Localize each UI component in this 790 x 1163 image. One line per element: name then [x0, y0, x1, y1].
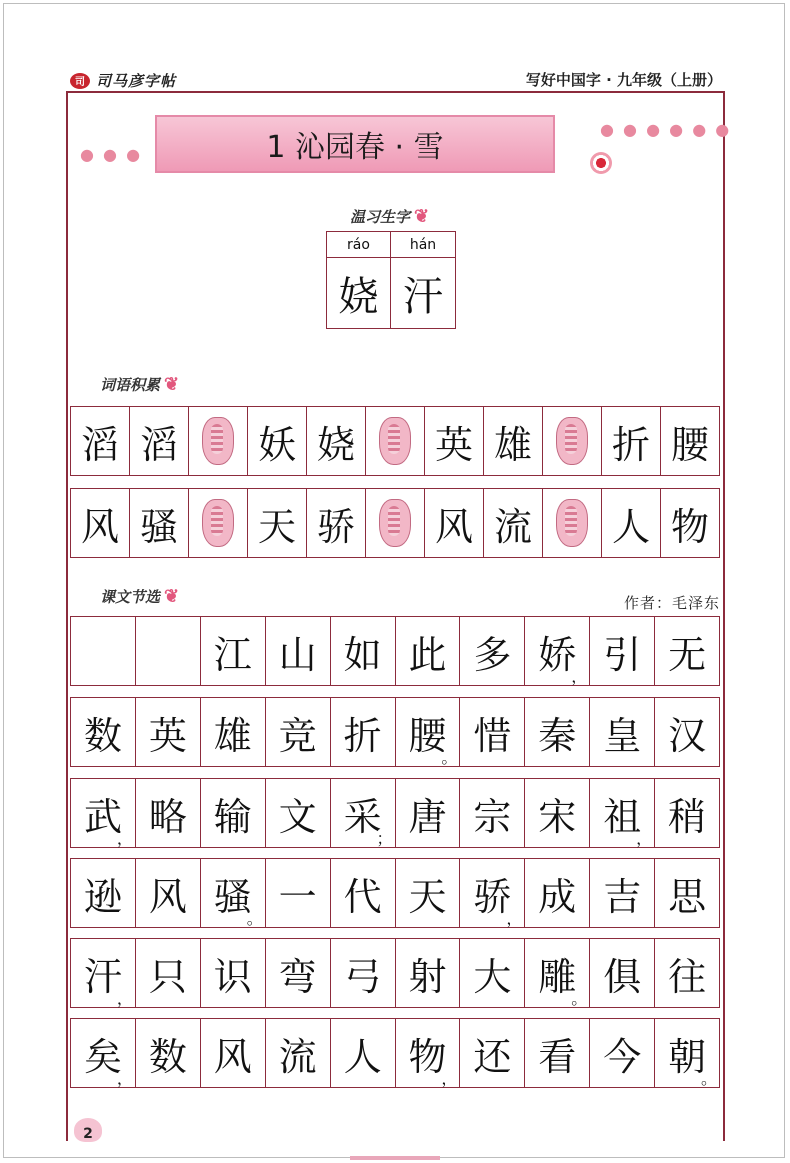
word-character: 骄 — [307, 489, 366, 557]
author: 作者：毛泽东 — [623, 594, 720, 612]
text-cell — [266, 779, 331, 847]
word-character: 折 — [602, 407, 661, 475]
word-character: 人 — [602, 489, 661, 557]
punctuation-mark: ， — [571, 667, 588, 686]
text-cell — [266, 859, 331, 927]
text-cell — [266, 698, 331, 766]
leaf-icon: ❦ — [164, 374, 180, 395]
text-character: 此 — [408, 632, 447, 677]
text-row — [70, 938, 720, 1008]
text-character: 多 — [473, 632, 512, 677]
review-character: 汗 — [403, 273, 443, 320]
review-pinyin: hán — [391, 232, 455, 258]
bottom-bar — [350, 1156, 440, 1160]
text-character: 骚 — [213, 874, 252, 919]
text-character: 成 — [538, 874, 577, 919]
text-cell — [590, 617, 655, 685]
text-character: 略 — [148, 794, 187, 839]
text-cell — [71, 939, 136, 1007]
text-character: 往 — [668, 954, 707, 999]
word-character: 妖 — [248, 407, 307, 475]
text-character: 只 — [148, 954, 187, 999]
text-cell — [525, 698, 590, 766]
text-cell — [396, 939, 461, 1007]
text-character: 汗 — [83, 954, 122, 999]
text-cell — [590, 1019, 655, 1087]
text-character: 数 — [148, 1034, 187, 1079]
text-cell — [525, 1019, 590, 1087]
text-cell — [71, 859, 136, 927]
punctuation-mark: 。 — [246, 909, 263, 928]
punctuation-mark: ； — [376, 829, 393, 848]
word-character: 风 — [425, 489, 484, 557]
text-cell — [525, 939, 590, 1007]
text-character: 弓 — [343, 954, 382, 999]
text-character: 汉 — [668, 713, 707, 758]
text-cell — [71, 779, 136, 847]
text-character: 雄 — [213, 713, 252, 758]
text-character: 输 — [213, 794, 252, 839]
text-cell — [331, 698, 396, 766]
text-cell — [331, 617, 396, 685]
text-cell — [201, 1019, 266, 1087]
text-cell — [460, 939, 525, 1007]
text-character: 俱 — [603, 954, 642, 999]
punctuation-mark: ， — [116, 989, 133, 1008]
text-cell — [655, 939, 719, 1007]
text-character: 英 — [148, 713, 187, 758]
text-cell — [525, 779, 590, 847]
corn-separator-icon — [543, 489, 602, 557]
text-character: 风 — [148, 874, 187, 919]
text-cell — [655, 779, 719, 847]
text-character: 惜 — [473, 713, 512, 758]
text-character: 弯 — [278, 954, 317, 999]
section-label-review: 温习生字 ❦ — [350, 206, 430, 227]
text-character: 天 — [408, 874, 447, 919]
word-character: 物 — [670, 504, 709, 549]
text-character: 雕 — [538, 954, 577, 999]
text-row — [70, 858, 720, 928]
lesson-title: 1 沁园春 · 雪 — [155, 115, 555, 173]
text-character: 引 — [603, 632, 642, 677]
corn-icon — [202, 417, 234, 465]
text-character: 如 — [343, 632, 382, 677]
text-character: 逊 — [83, 874, 122, 919]
text-cell — [460, 698, 525, 766]
text-cell — [590, 939, 655, 1007]
text-cell — [460, 859, 525, 927]
corn-separator-icon — [366, 407, 425, 475]
text-row — [70, 1018, 720, 1088]
text-cell — [331, 779, 396, 847]
text-cell — [396, 859, 461, 927]
text-cell — [136, 859, 201, 927]
text-cell — [590, 698, 655, 766]
text-character: 吉 — [603, 874, 642, 919]
brand-name: 司马彦字帖 — [96, 72, 177, 90]
text-character: 物 — [408, 1034, 447, 1079]
target-decoration-icon — [590, 152, 612, 174]
word-character: 英 — [425, 407, 484, 475]
text-character: 今 — [603, 1034, 642, 1079]
text-character: 朝 — [668, 1034, 707, 1079]
text-character: 宋 — [538, 794, 577, 839]
text-cell — [201, 617, 266, 685]
corn-icon — [379, 499, 411, 547]
review-character: 娆 — [327, 258, 391, 328]
text-character: 采 — [343, 794, 382, 839]
text-character: 武 — [83, 794, 122, 839]
text-cell — [590, 859, 655, 927]
text-character: 皇 — [603, 713, 642, 758]
text-character: 识 — [213, 954, 252, 999]
text-cell — [71, 617, 136, 685]
text-character: 矣 — [83, 1034, 122, 1079]
text-cell — [460, 779, 525, 847]
text-character: 江 — [213, 632, 252, 677]
word-character: 腰 — [670, 422, 709, 467]
text-cell — [655, 698, 719, 766]
text-character: 流 — [278, 1034, 317, 1079]
text-character: 腰 — [408, 713, 447, 758]
leaf-icon: ❦ — [414, 206, 430, 227]
punctuation-mark: ， — [506, 909, 523, 928]
text-cell — [396, 1019, 461, 1087]
corn-icon — [202, 499, 234, 547]
text-cell — [331, 859, 396, 927]
text-cell — [136, 779, 201, 847]
brand-logo-icon: 司 — [70, 73, 90, 89]
punctuation-mark: ， — [116, 1069, 133, 1088]
text-row — [70, 778, 720, 848]
word-character: 滔 — [71, 407, 130, 475]
text-row — [70, 697, 720, 767]
text-character: 看 — [538, 1034, 577, 1079]
word-character: 流 — [484, 489, 543, 557]
corn-icon — [379, 417, 411, 465]
text-cell — [396, 779, 461, 847]
text-cell — [71, 1019, 136, 1087]
word-character: 滔 — [130, 407, 189, 475]
word-character: 雄 — [484, 407, 543, 475]
text-cell — [71, 698, 136, 766]
text-cell — [460, 1019, 525, 1087]
text-character: 射 — [408, 954, 447, 999]
text-character: 人 — [343, 1034, 382, 1079]
review-table — [326, 231, 456, 329]
word-row — [70, 488, 720, 558]
text-character: 宗 — [473, 794, 512, 839]
text-cell — [396, 617, 461, 685]
text-character: 数 — [83, 713, 122, 758]
text-character: 祖 — [603, 794, 642, 839]
text-character: 思 — [668, 874, 707, 919]
text-character: 折 — [343, 713, 382, 758]
leaf-icon: ❦ — [164, 586, 180, 607]
text-cell — [590, 779, 655, 847]
punctuation-mark: 。 — [571, 989, 588, 1008]
review-pinyin: ráo — [327, 232, 391, 258]
text-cell — [201, 698, 266, 766]
word-character: 娆 — [307, 407, 366, 475]
text-cell — [266, 939, 331, 1007]
text-cell — [201, 939, 266, 1007]
text-cell — [655, 617, 719, 685]
brand — [70, 70, 176, 91]
text-character: 竞 — [278, 713, 317, 758]
corn-separator-icon — [543, 407, 602, 475]
chick-decoration-icon: ● ● ● ● ● ● — [600, 120, 732, 139]
punctuation-mark: ， — [441, 1069, 458, 1088]
text-cell — [655, 1019, 719, 1087]
punctuation-mark: ， — [636, 829, 653, 848]
section-label-words: 词语积累 ❦ — [100, 374, 180, 395]
corn-icon — [556, 499, 588, 547]
punctuation-mark: ， — [116, 829, 133, 848]
punctuation-mark: 。 — [441, 748, 458, 767]
chick-decoration-icon: ● ● ● — [80, 145, 143, 164]
text-cell — [266, 617, 331, 685]
text-cell — [396, 698, 461, 766]
text-cell — [525, 617, 590, 685]
text-character: 唐 — [408, 794, 447, 839]
text-character: 风 — [213, 1034, 252, 1079]
book-title: 写好中国字 · 九年级（上册） — [525, 71, 722, 89]
corn-icon — [556, 417, 588, 465]
text-cell — [136, 939, 201, 1007]
page-number: 2 — [74, 1118, 102, 1142]
text-character: 代 — [343, 874, 382, 919]
text-character: 秦 — [538, 713, 577, 758]
text-cell — [331, 1019, 396, 1087]
text-cell — [266, 1019, 331, 1087]
text-cell — [460, 617, 525, 685]
word-character: 天 — [248, 489, 307, 557]
word-character: 骚 — [130, 489, 189, 557]
word-row — [70, 406, 720, 476]
text-cell — [331, 939, 396, 1007]
text-cell — [201, 859, 266, 927]
text-cell — [136, 698, 201, 766]
text-character: 无 — [668, 632, 707, 677]
text-character: 文 — [278, 794, 317, 839]
text-cell — [136, 1019, 201, 1087]
text-character: 大 — [473, 954, 512, 999]
text-character: 娇 — [538, 632, 577, 677]
text-cell — [655, 859, 719, 927]
text-cell — [136, 617, 201, 685]
text-cell — [201, 779, 266, 847]
text-row — [70, 616, 720, 686]
word-character: 风 — [71, 489, 130, 557]
section-label-text: 课文节选 ❦ — [100, 586, 180, 607]
text-character: 还 — [473, 1034, 512, 1079]
corn-separator-icon — [189, 407, 248, 475]
text-character: 山 — [278, 632, 317, 677]
text-character: 稍 — [668, 794, 707, 839]
punctuation-mark: 。 — [701, 1069, 718, 1088]
text-character: 骄 — [473, 874, 512, 919]
text-character: 一 — [278, 874, 317, 919]
corn-separator-icon — [366, 489, 425, 557]
text-cell — [525, 859, 590, 927]
corn-separator-icon — [189, 489, 248, 557]
